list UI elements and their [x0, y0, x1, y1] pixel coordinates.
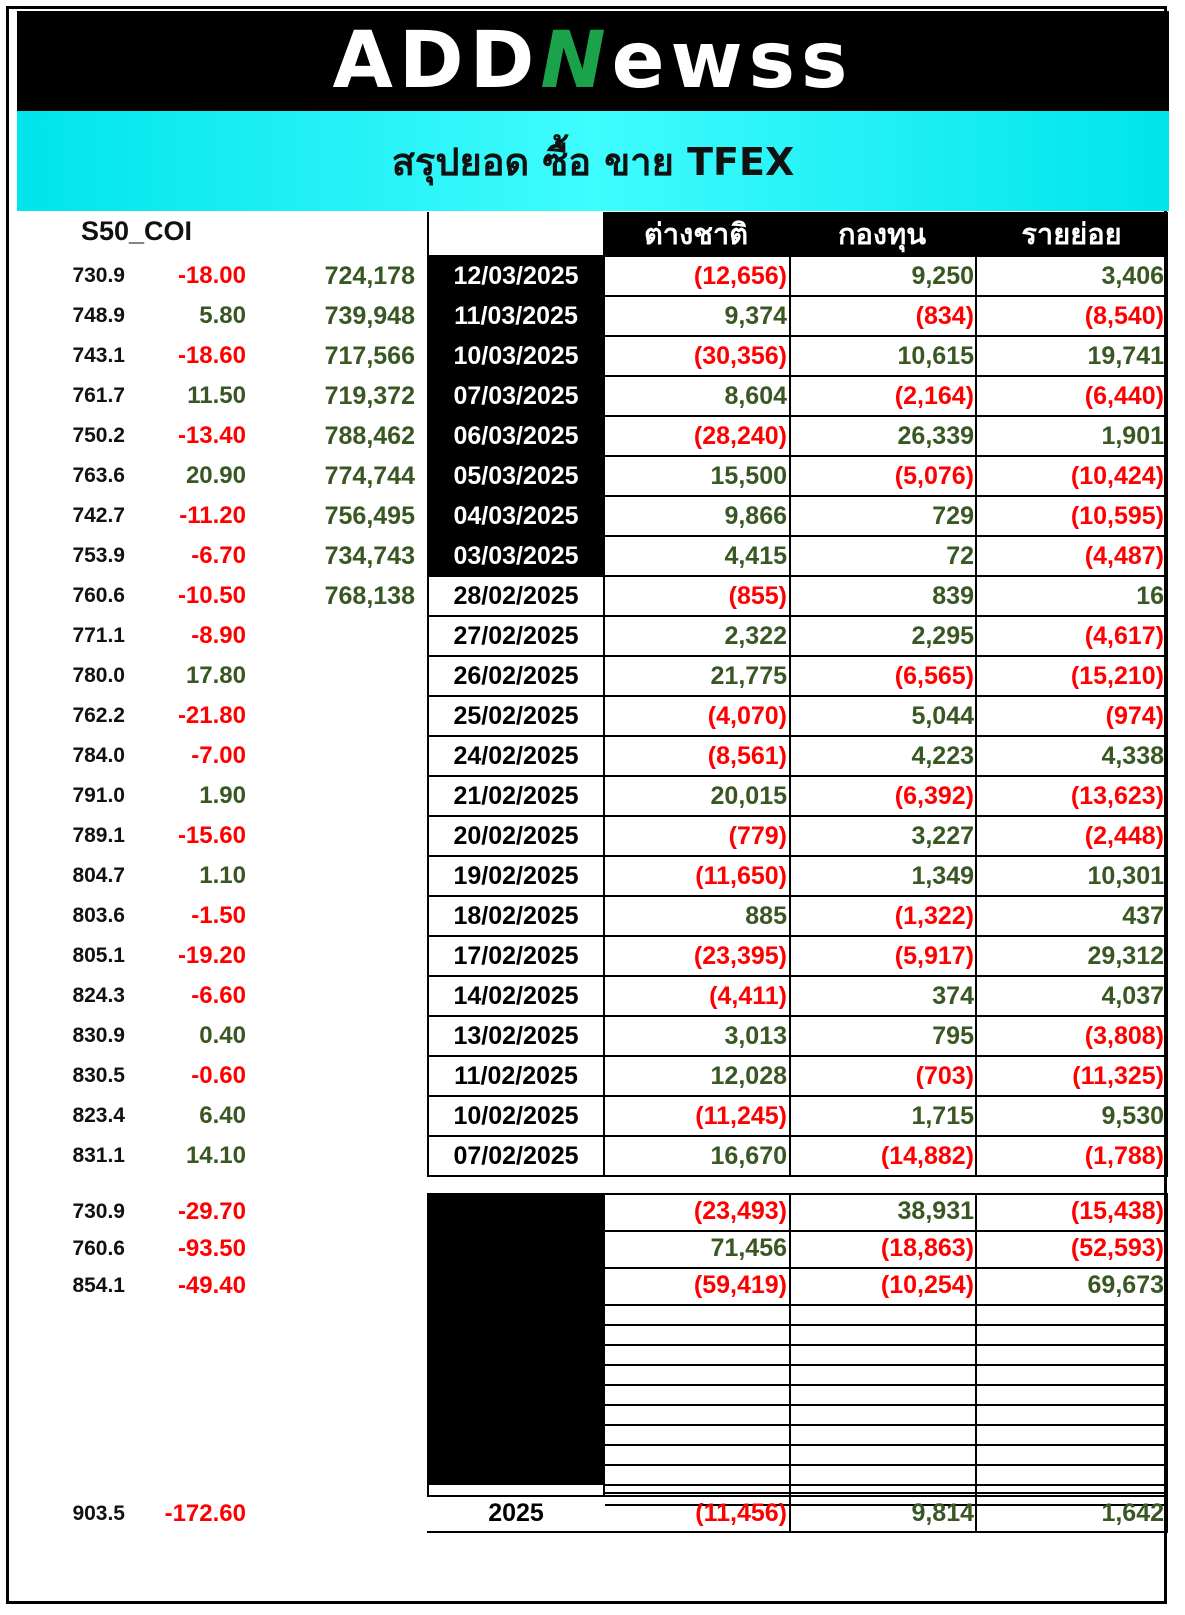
- foreign-net: (12,656): [693, 262, 787, 290]
- month-column-divider: [1166, 1193, 1168, 1532]
- foreign-net: 885: [745, 902, 787, 930]
- month-column-divider: [427, 1193, 429, 1532]
- foreign-net: 15,500: [710, 462, 787, 490]
- foreign-net: (855): [728, 582, 787, 610]
- table-row: [0, 496, 1185, 536]
- set50-price: 762.2: [72, 704, 125, 727]
- set50-price: 753.9: [72, 544, 125, 567]
- month-row-divider: [603, 1230, 1168, 1232]
- row-divider: [427, 775, 1168, 777]
- month-set50-price: 854.1: [72, 1274, 125, 1297]
- fund-net: 374: [932, 982, 974, 1010]
- retail-net: 4,338: [1101, 742, 1164, 770]
- row-divider: [427, 575, 1168, 577]
- trade-date: 20/02/2025: [427, 816, 605, 856]
- fund-net: (1,322): [894, 902, 974, 930]
- trade-date: 21/02/2025: [427, 776, 605, 816]
- price-change: -0.60: [191, 1062, 246, 1089]
- month-foreign-net: 71,456: [710, 1234, 787, 1262]
- open-interest: 788,462: [324, 422, 415, 450]
- foreign-net: 20,015: [710, 782, 787, 810]
- row-divider: [427, 415, 1168, 417]
- price-change: -10.50: [177, 582, 246, 609]
- trade-date: 07/03/2025: [427, 376, 605, 416]
- retail-net: 1,901: [1101, 422, 1164, 450]
- fund-net: 10,615: [897, 342, 974, 370]
- row-divider: [427, 655, 1168, 657]
- month-fund-net: (18,863): [880, 1234, 974, 1262]
- fund-net: 1,715: [911, 1102, 974, 1130]
- table-row: [0, 816, 1185, 856]
- trade-date: 13/02/2025: [427, 1016, 605, 1056]
- foreign-net: 12,028: [710, 1062, 787, 1090]
- month-row-divider: [603, 1424, 1168, 1426]
- month-column-divider: [975, 1193, 977, 1532]
- set50-price: 750.2: [72, 424, 125, 447]
- set50-price: 824.3: [72, 984, 125, 1007]
- month-row-divider: [603, 1364, 1168, 1366]
- row-divider: [427, 1015, 1168, 1017]
- fund-net: 729: [932, 502, 974, 530]
- retail-net: (4,487): [1084, 542, 1164, 570]
- month-row-divider: [603, 1444, 1168, 1446]
- table-row: [0, 256, 1185, 296]
- trade-date: 11/02/2025: [427, 1056, 605, 1096]
- set50-price: 789.1: [72, 824, 125, 847]
- header-retail: รายย่อย: [975, 212, 1168, 256]
- row-divider: [427, 1095, 1168, 1097]
- fund-net: 26,339: [897, 422, 974, 450]
- table-row: [0, 976, 1185, 1016]
- month-row-divider: [603, 1464, 1168, 1466]
- trade-date: 18/02/2025: [427, 896, 605, 936]
- retail-net: 437: [1122, 902, 1164, 930]
- row-divider: [427, 255, 1168, 257]
- logo-bar: [17, 11, 1169, 111]
- fund-net: 1,349: [911, 862, 974, 890]
- retail-net: 10,301: [1087, 862, 1164, 890]
- price-change: 20.90: [185, 462, 246, 489]
- month-column-divider: [789, 1193, 791, 1532]
- retail-net: (11,325): [1072, 1062, 1164, 1090]
- set50-price: 760.6: [72, 584, 125, 607]
- foreign-net: (8,561): [707, 742, 787, 770]
- table-row: [0, 696, 1185, 736]
- foreign-net: 8,604: [724, 382, 787, 410]
- set50-price: 804.7: [72, 864, 125, 887]
- retail-net: (8,540): [1084, 302, 1164, 330]
- month-label-block: [427, 1193, 605, 1485]
- fund-net: (5,076): [894, 462, 974, 490]
- set50-price: 763.6: [72, 464, 125, 487]
- row-divider: [427, 455, 1168, 457]
- row-divider: [427, 495, 1168, 497]
- open-interest: 734,743: [324, 542, 415, 570]
- table-row: [0, 1056, 1185, 1096]
- foreign-net: (23,395): [693, 942, 787, 970]
- year-fund-net: 9,814: [911, 1499, 974, 1527]
- fund-net: 72: [946, 542, 974, 570]
- price-change: -6.60: [191, 982, 246, 1009]
- open-interest: 719,372: [324, 382, 415, 410]
- table-row: [0, 296, 1185, 336]
- month-retail-net: (15,438): [1070, 1197, 1164, 1225]
- month-set50-price: 760.6: [72, 1237, 125, 1260]
- table-row: [0, 936, 1185, 976]
- column-divider: [789, 212, 791, 1177]
- foreign-net: (4,411): [709, 982, 787, 1010]
- price-change: 5.80: [199, 302, 246, 329]
- table-row: [0, 576, 1185, 616]
- month-price-change: -49.40: [177, 1272, 246, 1299]
- foreign-net: (30,356): [693, 342, 787, 370]
- price-change: -1.50: [191, 902, 246, 929]
- trade-date: 05/03/2025: [427, 456, 605, 496]
- trade-date: 03/03/2025: [427, 536, 605, 576]
- retail-net: 19,741: [1087, 342, 1164, 370]
- set50-price: 761.7: [72, 384, 125, 407]
- fund-net: 9,250: [911, 262, 974, 290]
- price-change: -19.20: [177, 942, 246, 969]
- trade-date: 19/02/2025: [427, 856, 605, 896]
- price-change: -13.40: [177, 422, 246, 449]
- row-divider: [427, 855, 1168, 857]
- row-divider: [427, 975, 1168, 977]
- set50-price: 742.7: [72, 504, 125, 527]
- month-row-divider: [603, 1324, 1168, 1326]
- page-title: สรุปยอด ซื้อ ขาย TFEX: [391, 139, 795, 184]
- set50-price: 730.9: [72, 264, 125, 287]
- retail-net: (13,623): [1070, 782, 1164, 810]
- month-row-divider: [603, 1304, 1168, 1306]
- column-divider: [603, 212, 605, 1177]
- price-change: 0.40: [199, 1022, 246, 1049]
- row-divider: [427, 295, 1168, 297]
- set50-price: 803.6: [72, 904, 125, 927]
- month-row-divider: [603, 1484, 1168, 1486]
- trade-date: 25/02/2025: [427, 696, 605, 736]
- column-divider: [427, 212, 429, 1177]
- fund-net: 2,295: [911, 622, 974, 650]
- price-change: -15.60: [177, 822, 246, 849]
- trade-date: 14/02/2025: [427, 976, 605, 1016]
- table-row: [0, 456, 1185, 496]
- price-change: 1.10: [199, 862, 246, 889]
- row-divider: [427, 815, 1168, 817]
- retail-net: 3,406: [1101, 262, 1164, 290]
- month-row-divider: [427, 1193, 603, 1195]
- foreign-net: (11,245): [695, 1102, 787, 1130]
- fund-net: (6,565): [894, 662, 974, 690]
- header-foreign: ต่างชาติ: [603, 212, 789, 256]
- table-row: [0, 896, 1185, 936]
- fund-net: (2,164): [894, 382, 974, 410]
- title-bar: [17, 111, 1169, 211]
- month-foreign-net: (23,493): [693, 1197, 787, 1225]
- retail-net: (10,595): [1070, 502, 1164, 530]
- year-label: 2025: [427, 1495, 605, 1532]
- trade-date: 28/02/2025: [427, 576, 605, 616]
- fund-net: 3,227: [911, 822, 974, 850]
- year-price-change: -172.60: [164, 1500, 246, 1527]
- fund-net: (6,392): [894, 782, 974, 810]
- table-row: [0, 536, 1185, 576]
- fund-net: 839: [932, 582, 974, 610]
- table-row: [0, 616, 1185, 656]
- retail-net: (1,788): [1084, 1142, 1164, 1170]
- retail-net: (974): [1105, 702, 1164, 730]
- column-divider: [975, 212, 977, 1177]
- set50-price: 784.0: [72, 744, 125, 767]
- month-retail-net: (52,593): [1070, 1234, 1164, 1262]
- month-fund-net: 38,931: [897, 1197, 974, 1225]
- row-divider: [427, 375, 1168, 377]
- open-interest: 717,566: [324, 342, 415, 370]
- table-row: [0, 656, 1185, 696]
- foreign-net: 4,415: [724, 542, 787, 570]
- foreign-net: 9,866: [724, 502, 787, 530]
- row-divider: [427, 1135, 1168, 1137]
- price-change: 6.40: [199, 1102, 246, 1129]
- fund-net: (14,882): [880, 1142, 974, 1170]
- price-change: 14.10: [185, 1142, 246, 1169]
- retail-net: (2,448): [1084, 822, 1164, 850]
- month-row-divider: [603, 1193, 1168, 1195]
- fund-net: 5,044: [911, 702, 974, 730]
- year-row-top: [427, 1495, 1168, 1497]
- month-price-change: -93.50: [177, 1235, 246, 1262]
- set50-price: 743.1: [72, 344, 125, 367]
- month-foreign-net: (59,419): [693, 1271, 787, 1299]
- month-row-divider: [603, 1384, 1168, 1386]
- row-divider: [427, 695, 1168, 697]
- set50-price: 805.1: [72, 944, 125, 967]
- table-row: [0, 856, 1185, 896]
- month-fund-net: (10,254): [880, 1271, 974, 1299]
- open-interest: 739,948: [324, 302, 415, 330]
- row-divider: [427, 935, 1168, 937]
- month-column-divider: [603, 1193, 605, 1532]
- set50-price: 771.1: [72, 624, 125, 647]
- fund-net: (834): [915, 302, 974, 330]
- retail-net: 4,037: [1101, 982, 1164, 1010]
- price-change: -18.60: [177, 342, 246, 369]
- addnewss-logo: ADDNewss: [332, 16, 854, 106]
- foreign-net: 9,374: [724, 302, 787, 330]
- table-row: [0, 1096, 1185, 1136]
- price-change: -8.90: [191, 622, 246, 649]
- retail-net: 9,530: [1101, 1102, 1164, 1130]
- trade-date: 24/02/2025: [427, 736, 605, 776]
- fund-net: 795: [932, 1022, 974, 1050]
- set50-price: 791.0: [72, 784, 125, 807]
- trade-date: 12/03/2025: [427, 256, 605, 296]
- table-row: [0, 416, 1185, 456]
- foreign-net: (4,070): [707, 702, 787, 730]
- month-row-divider: [603, 1344, 1168, 1346]
- row-divider: [427, 895, 1168, 897]
- year-retail-net: 1,642: [1101, 1499, 1164, 1527]
- set50-price: 748.9: [72, 304, 125, 327]
- open-interest: 768,138: [324, 582, 415, 610]
- table-row: [0, 336, 1185, 376]
- trade-date: 26/02/2025: [427, 656, 605, 696]
- foreign-net: 16,670: [710, 1142, 787, 1170]
- retail-net: 29,312: [1087, 942, 1164, 970]
- price-change: 11.50: [187, 382, 246, 409]
- month-row-divider: [603, 1267, 1168, 1269]
- set50-price: 831.1: [72, 1144, 125, 1167]
- open-interest: 774,744: [324, 462, 415, 490]
- row-divider: [427, 735, 1168, 737]
- s50-coi-label: S50_COI: [81, 216, 193, 246]
- trade-date: 17/02/2025: [427, 936, 605, 976]
- foreign-net: (11,650): [695, 862, 787, 890]
- price-change: -18.00: [177, 262, 246, 289]
- retail-net: (4,617): [1084, 622, 1164, 650]
- year-row-bottom: [427, 1531, 1168, 1533]
- set50-price: 830.9: [72, 1024, 125, 1047]
- header-fund: กองทุน: [789, 212, 975, 256]
- price-change: -6.70: [191, 542, 246, 569]
- row-divider: [427, 615, 1168, 617]
- row-divider: [427, 1175, 1168, 1177]
- foreign-net: (28,240): [693, 422, 787, 450]
- table-row: [0, 1136, 1185, 1176]
- table-row: [0, 376, 1185, 416]
- set50-price: 830.5: [72, 1064, 125, 1087]
- month-retail-net: 69,673: [1087, 1271, 1164, 1299]
- row-divider: [427, 535, 1168, 537]
- year-total-row: [0, 1495, 1185, 1532]
- trade-date: 27/02/2025: [427, 616, 605, 656]
- open-interest: 724,178: [324, 262, 415, 290]
- trade-date: 11/03/2025: [427, 296, 605, 336]
- year-foreign-net: (11,456): [695, 1499, 787, 1527]
- year-set50-price: 903.5: [72, 1502, 125, 1525]
- retail-net: (15,210): [1070, 662, 1164, 690]
- month-set50-price: 730.9: [72, 1200, 125, 1223]
- foreign-net: 21,775: [710, 662, 787, 690]
- foreign-net: 2,322: [724, 622, 787, 650]
- row-divider: [427, 1055, 1168, 1057]
- month-price-change: -29.70: [177, 1198, 246, 1225]
- fund-net: 4,223: [911, 742, 974, 770]
- price-change: 17.80: [185, 662, 246, 689]
- price-change: -7.00: [191, 742, 246, 769]
- row-divider: [427, 335, 1168, 337]
- table-row: [0, 1016, 1185, 1056]
- price-change: 1.90: [199, 782, 246, 809]
- column-divider: [1166, 212, 1168, 1177]
- month-row-divider: [603, 1404, 1168, 1406]
- trade-date: 10/03/2025: [427, 336, 605, 376]
- fund-net: (703): [915, 1062, 974, 1090]
- price-change: -11.20: [179, 502, 246, 529]
- price-change: -21.80: [177, 702, 246, 729]
- foreign-net: (779): [728, 822, 787, 850]
- set50-price: 780.0: [72, 664, 125, 687]
- retail-net: (3,808): [1084, 1022, 1164, 1050]
- set50-price: 823.4: [72, 1104, 125, 1127]
- open-interest: 756,495: [324, 502, 415, 530]
- retail-net: 16: [1136, 582, 1164, 610]
- trade-date: 10/02/2025: [427, 1096, 605, 1136]
- trade-date: 07/02/2025: [427, 1136, 605, 1176]
- table-row: [0, 736, 1185, 776]
- retail-net: (10,424): [1070, 462, 1164, 490]
- fund-net: (5,917): [894, 942, 974, 970]
- table-row: [0, 776, 1185, 816]
- retail-net: (6,440): [1084, 382, 1164, 410]
- trade-date: 04/03/2025: [427, 496, 605, 536]
- month-row-divider: [603, 1492, 1168, 1494]
- foreign-net: 3,013: [724, 1022, 787, 1050]
- trade-date: 06/03/2025: [427, 416, 605, 456]
